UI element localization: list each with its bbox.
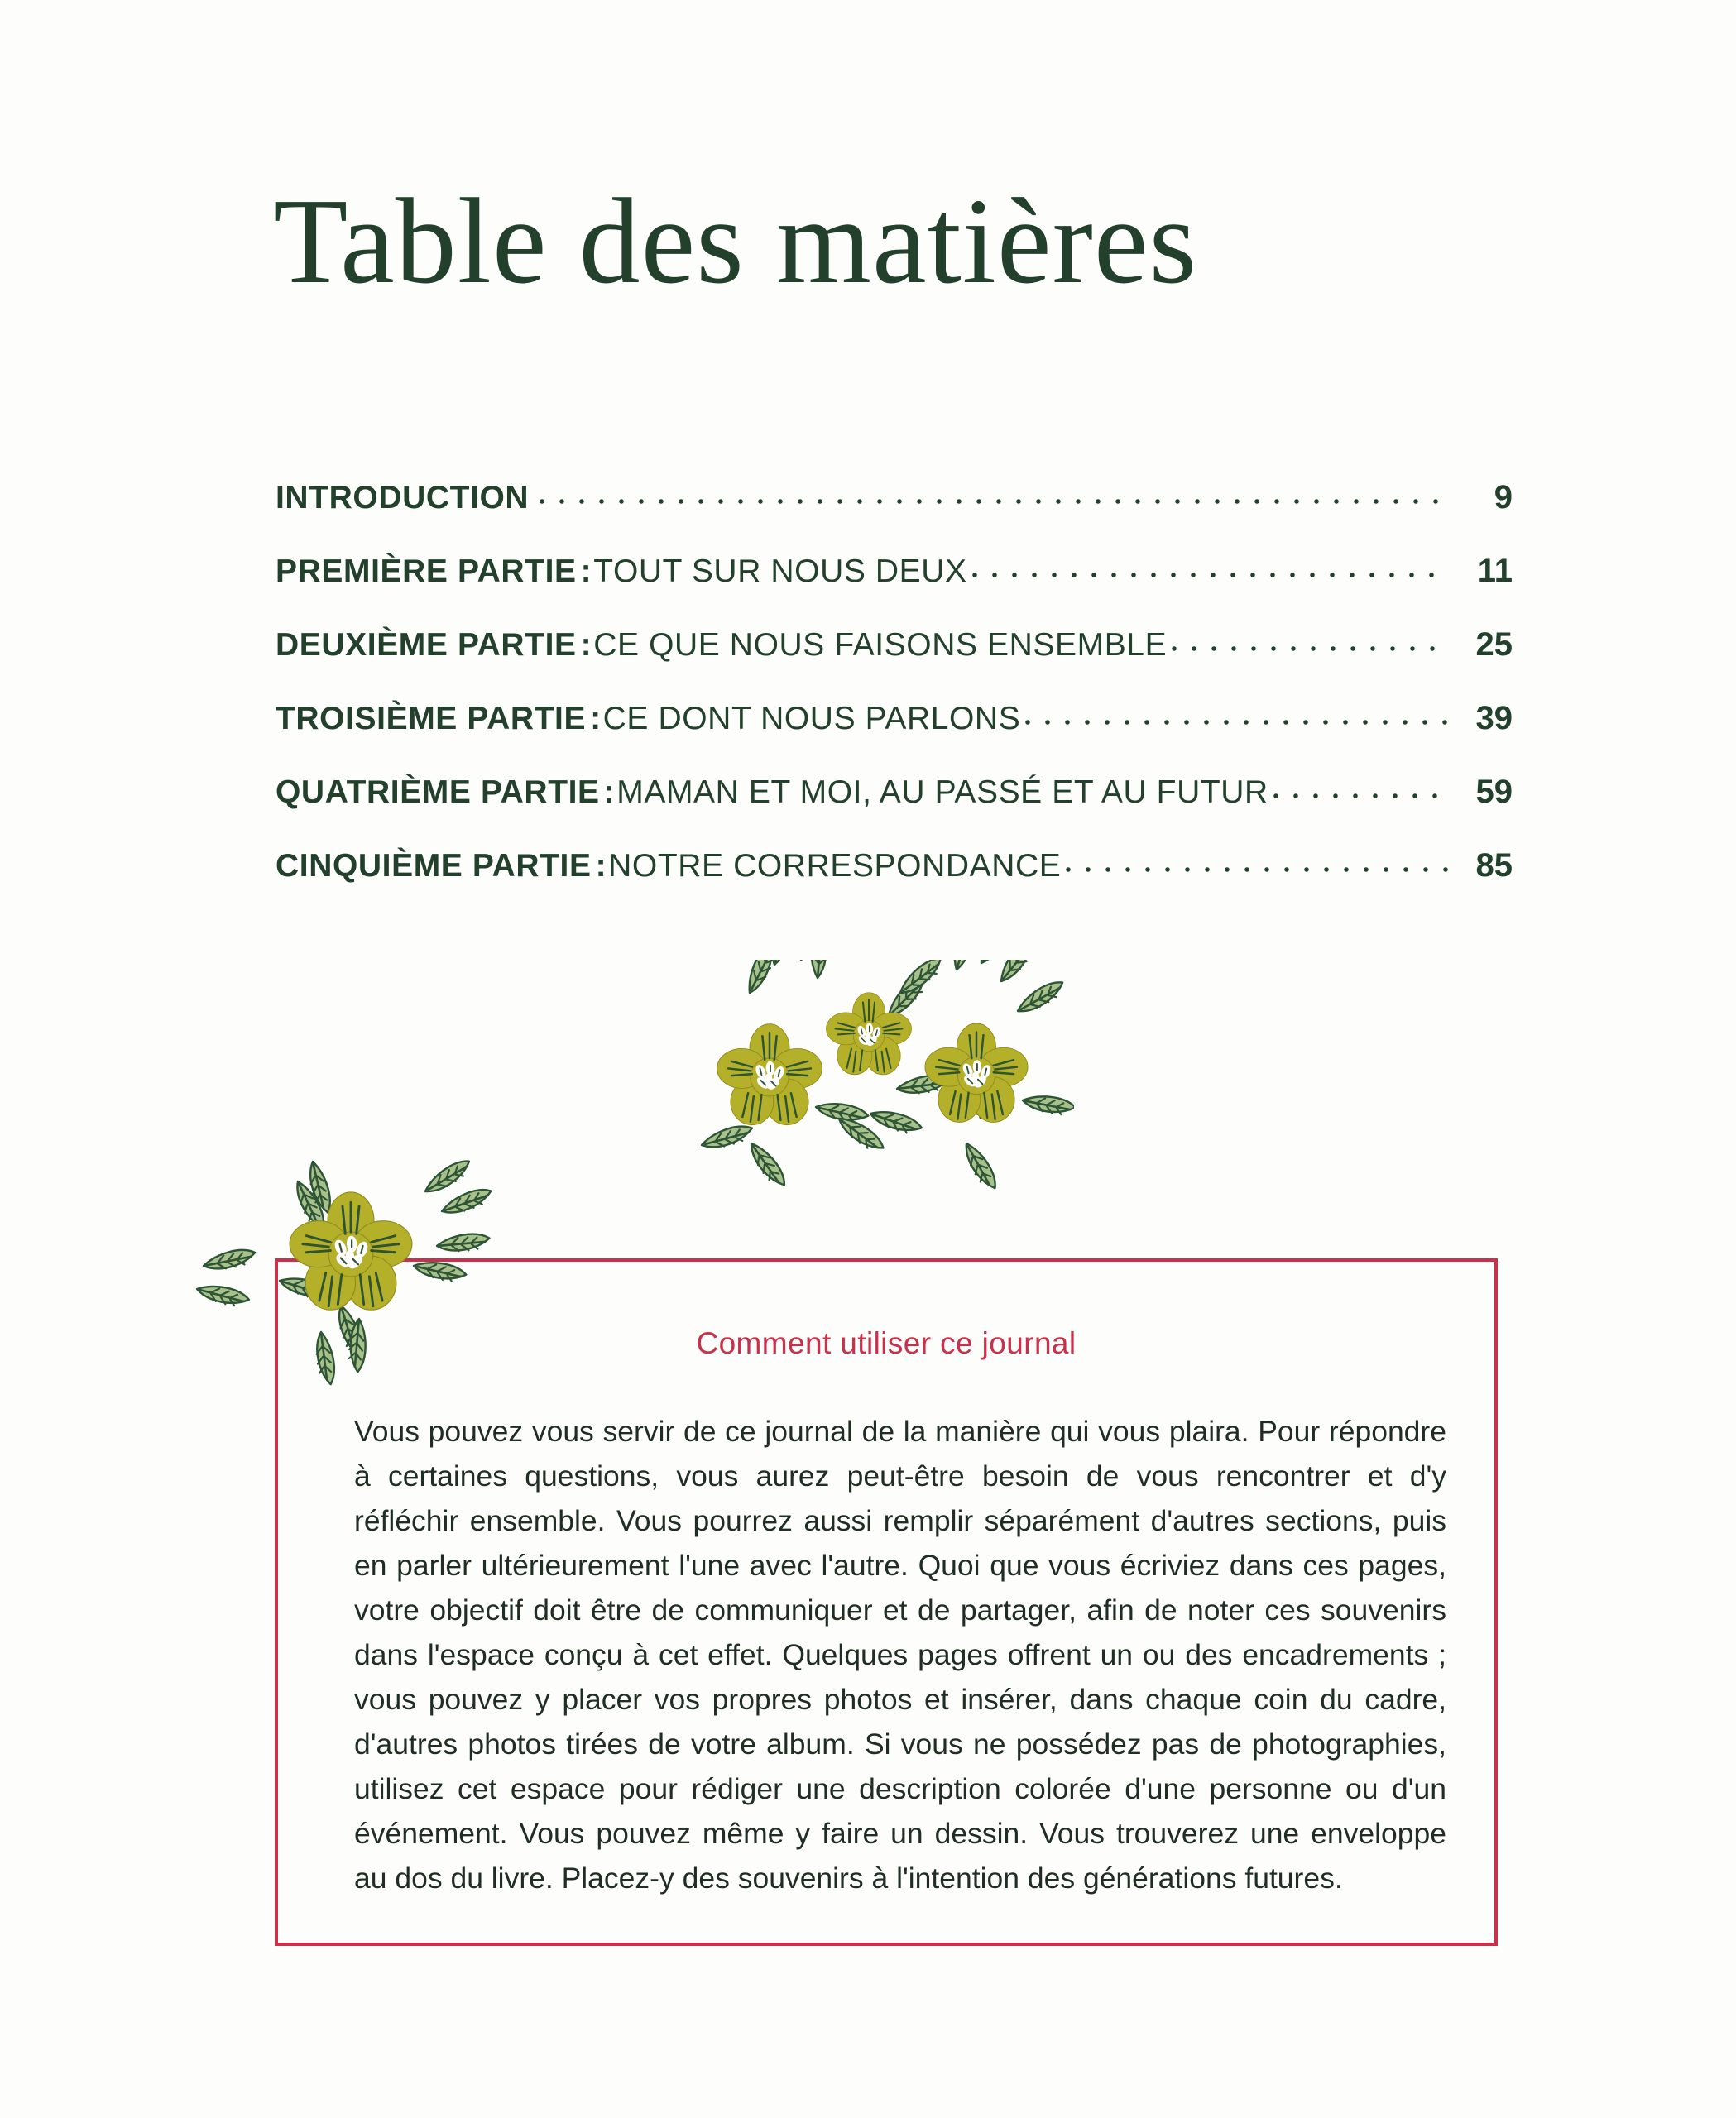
toc-entry-subtitle: CE QUE NOUS FAISONS ENSEMBLE: [593, 627, 1168, 663]
toc-entry-part: PREMIÈRE PARTIE: [276, 553, 577, 589]
toc-entry-page-number: 9: [1494, 479, 1513, 515]
toc-entry-page-number: 11: [1477, 553, 1513, 589]
toc-dot-leader: [540, 476, 1448, 508]
toc-dot-leader: [1066, 844, 1448, 876]
toc-entry[interactable]: [276, 697, 1513, 770]
toc-entry-label: [276, 480, 535, 516]
toc-entry-page-number: 25: [1475, 626, 1513, 663]
toc-entry-separator: :: [580, 553, 592, 589]
note-body-text: Vous pouvez vous servir de ce journal de la manière qui vous plaira. Pour répondre à certaines questions, vous aurez peut-être besoin de vous rencontrer et d'y réfléchir ensemble. Vous pourrez aussi remplir séparément d'autres sections, puis en parler ultérieurement l'une avec l'autre. Quoi que vous écriviez dans ces pages, votre objectif doit être de communiquer et de partager, afin de noter ces souvenirs dans l'espace conçu à cet effet. Quelques pages offrent un ou des encadrements ; vous pouvez y placer vos propres photos et insérer, dans chaque coin du cadre, d'autres photos tirées de votre album. Si vous ne possédez pas de photographies, utilisez cet espace pour rédiger une description colorée d'une personne ou d'un événement. Vous pouvez même y faire un dessin. Vous trouverez une enveloppe au dos du livre. Placez-y des souvenirs à l'intention des générations futures.: [354, 1415, 1446, 1895]
toc-entry-page-number: 39: [1475, 700, 1513, 736]
toc-entry-separator: :: [580, 627, 592, 663]
toc-entry-label: [276, 553, 967, 590]
toc-entry[interactable]: [276, 549, 1513, 623]
page-title: Table des matières: [273, 174, 1198, 309]
toc-entry-separator: [529, 480, 535, 515]
toc-dot-leader: [972, 549, 1448, 582]
toc-entry-part: INTRODUCTION: [276, 480, 530, 515]
toc-entry-part: TROISIÈME PARTIE: [276, 701, 587, 736]
toc-entry[interactable]: [276, 844, 1513, 918]
note-heading: Comment utiliser ce journal: [696, 1326, 1077, 1360]
toc-entry-subtitle: MAMAN ET MOI, AU PASSÉ ET AU FUTUR: [616, 774, 1268, 810]
toc-entry-part: CINQUIÈME PARTIE: [276, 848, 592, 884]
toc-entry-label: [276, 627, 1167, 664]
toc-entry-label: [276, 848, 1061, 884]
toc-entry[interactable]: [276, 623, 1513, 697]
floral-cluster-center-icon: [677, 960, 1074, 1200]
floral-cluster-corner-icon: [189, 1157, 544, 1405]
toc-entry-label: [276, 774, 1268, 811]
toc-entry-part: DEUXIÈME PARTIE: [276, 627, 577, 663]
toc-entry-subtitle: CE DONT NOUS PARLONS: [602, 701, 1021, 736]
toc-entry[interactable]: [276, 476, 1513, 549]
toc-entry-separator: :: [595, 848, 607, 884]
toc-dot-leader: [1172, 623, 1448, 655]
toc-entry-subtitle: TOUT SUR NOUS DEUX: [593, 553, 967, 589]
toc-entry-label: [276, 701, 1020, 737]
toc-entry-separator: :: [590, 701, 602, 736]
toc-entry-subtitle: NOTRE CORRESPONDANCE: [608, 848, 1062, 884]
toc-entry-separator: :: [603, 774, 616, 810]
toc-dot-leader: [1025, 697, 1448, 729]
toc-entry-part: QUATRIÈME PARTIE: [276, 774, 600, 810]
toc-entry-page-number: 59: [1475, 774, 1513, 810]
toc-entry-page-number: 85: [1475, 847, 1513, 884]
toc-entry[interactable]: [276, 770, 1513, 844]
table-of-contents: [276, 476, 1513, 918]
toc-dot-leader: [1273, 770, 1448, 803]
